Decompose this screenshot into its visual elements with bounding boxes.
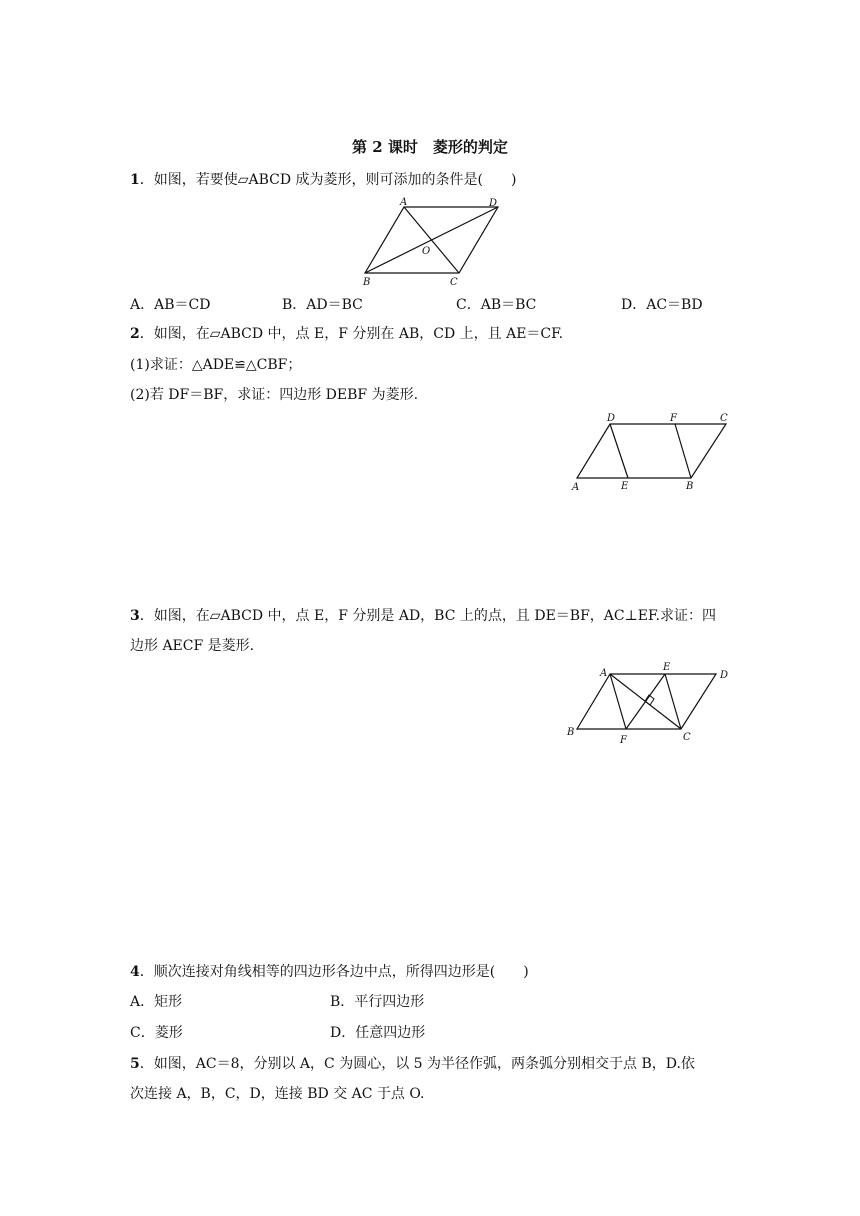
question-number: 3 (130, 608, 140, 624)
label-f: F (620, 735, 627, 746)
label-a: A (600, 668, 608, 679)
question-number: 1 (130, 172, 140, 188)
parallelogram-abcd (577, 674, 716, 729)
segment-ec (665, 674, 681, 729)
option-d: D．AC＝BD (621, 297, 703, 313)
label-c: C (450, 277, 458, 288)
label-b: B (363, 277, 371, 288)
question-stem-line-1: ．如图，AC＝8，分别以 A，C 为圆心，以 5 为半径作弧，两条弧分别相交于点 B，D.依 (139, 1056, 695, 1072)
question-stem: ．如图，在▱ABCD 中，点 E，F 分别在 AB，CD 上，且 AE＝CF. (139, 326, 564, 342)
question-2-part-2: (2)若 DF＝BF，求证：四边形 DEBF 为菱形. (130, 387, 419, 403)
segment-af (610, 674, 626, 729)
option-d: D．任意四边形 (330, 1025, 426, 1041)
label-e: E (621, 481, 629, 492)
label-d: D (607, 413, 616, 424)
label-c: C (683, 732, 691, 743)
question-number: 2 (130, 326, 140, 342)
option-a: A．AB＝CD (130, 297, 211, 313)
page-title: 第 2 课时 菱形的判定 (352, 138, 508, 156)
question-5-line-2: 次连接 A，B，C，D，连接 BD 交 AC 于点 O. (130, 1086, 425, 1102)
label-a: A (400, 197, 408, 208)
question-3-line-2: 边形 AECF 是菱形. (130, 638, 255, 654)
label-e: E (663, 662, 671, 673)
question-number: 4 (130, 964, 140, 980)
option-c: C．菱形 (130, 1025, 183, 1041)
question-5 (130, 1055, 695, 1073)
label-o: O (422, 246, 431, 257)
label-d: D (489, 198, 498, 209)
label-f: F (670, 413, 677, 424)
label-a: A (572, 482, 580, 493)
question-2-part-1: (1)求证：△ADE≌△CBF； (130, 357, 302, 373)
question-number: 5 (130, 1056, 140, 1072)
label-c: C (720, 413, 728, 424)
label-b: B (567, 727, 575, 738)
question-stem-line-1: ．如图，在▱ABCD 中，点 E，F 分别是 AD，BC 上的点，且 DE＝BF，AC⊥EF.求证：四 (139, 608, 716, 624)
option-b: B．平行四边形 (330, 994, 425, 1010)
question-stem: ．如图，若要使▱ABCD 成为菱形，则可添加的条件是( ) (139, 172, 517, 188)
label-b: B (686, 481, 694, 492)
option-c: C．AB＝BC (456, 297, 537, 313)
question-4 (130, 963, 529, 981)
question-stem: ．顺次连接对角线相等的四边形各边中点，所得四边形是( ) (139, 964, 529, 980)
option-b: B．AD＝BC (282, 297, 363, 313)
option-a: A．矩形 (130, 994, 183, 1010)
label-d: D (720, 670, 729, 681)
